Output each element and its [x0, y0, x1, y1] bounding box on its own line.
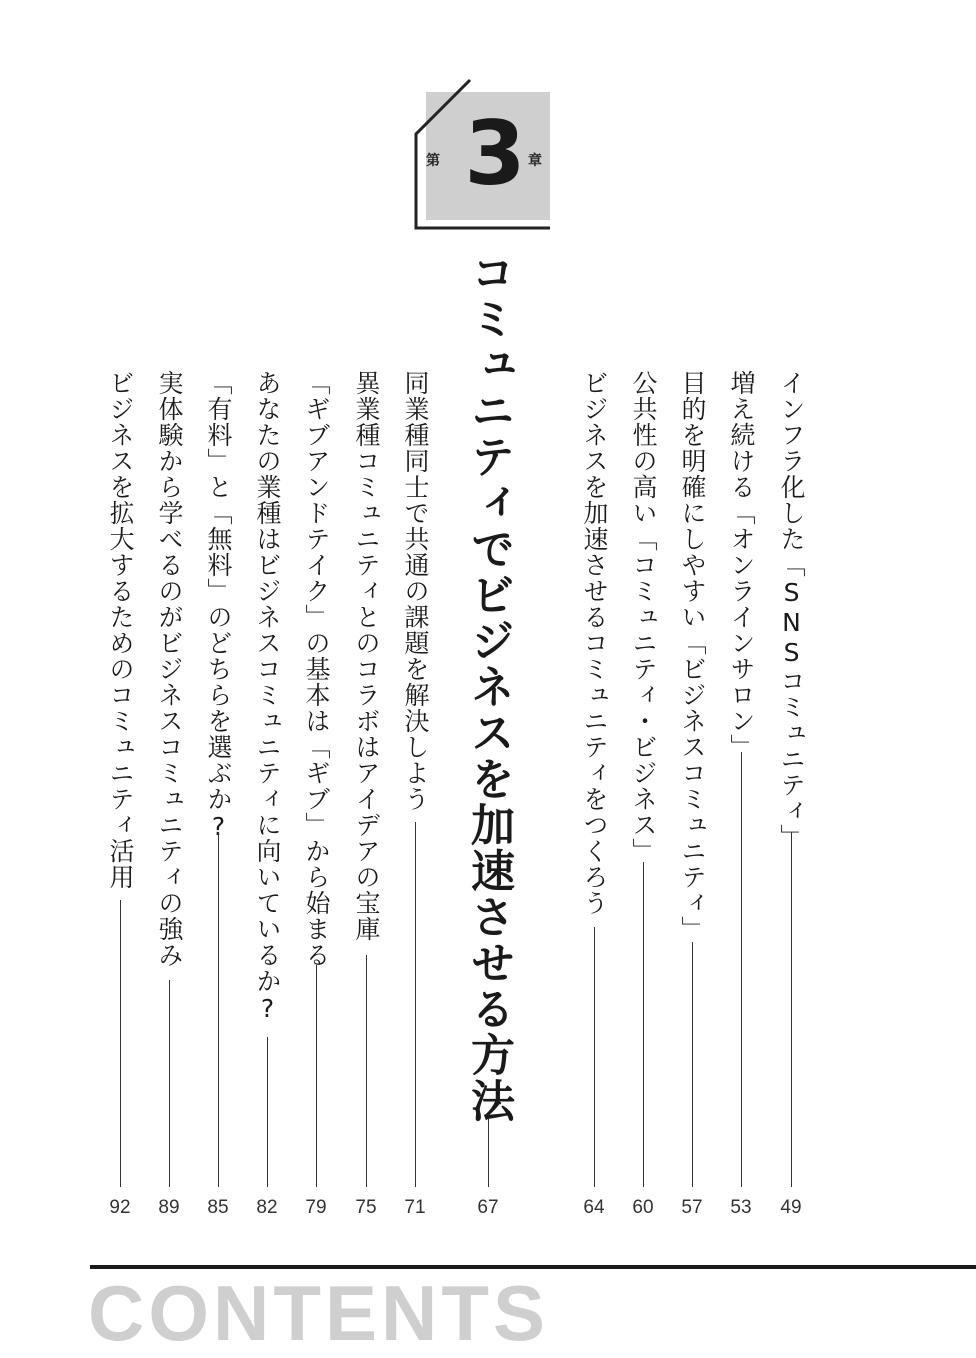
toc-entry-7[interactable]: 異業種コミュニティとのコラボはアイデアの宝庫	[352, 370, 381, 942]
chapter-badge	[412, 78, 552, 230]
chapter-number: 3	[464, 102, 526, 205]
toc-page-7: 75	[355, 1197, 377, 1218]
toc-page-2: 53	[730, 1197, 752, 1218]
toc-entry-1[interactable]: インフラ化した「SNSコミュニティ」	[777, 370, 806, 850]
chapter-title[interactable]: コミュニティでビジネスを加速させる方法	[463, 250, 514, 1124]
toc-entry-5[interactable]: ビジネスを加速させるコミュニティをつくろう	[580, 370, 609, 916]
toc-leader-9	[267, 1037, 268, 1187]
toc-entry-2[interactable]: 増え続ける「オンラインサロン」	[727, 370, 756, 760]
toc-entry-3[interactable]: 目的を明確にしやすい「ビジネスコミュニティ」	[678, 370, 707, 942]
chapter-title-page: 67	[477, 1197, 499, 1218]
toc-entry-11[interactable]: 実体験から学べるのがビジネスコミュニティの強み	[155, 370, 184, 968]
toc-page-12: 92	[109, 1197, 131, 1218]
toc-entry-10[interactable]: 「有料」と「無料」のどちらを選ぶか?	[204, 370, 233, 842]
toc-entry-9[interactable]: あなたの業種はビジネスコミュニティに向いているか?	[253, 370, 282, 1024]
toc-leader-1	[791, 832, 792, 1187]
toc-page-6: 71	[404, 1197, 426, 1218]
toc-leader-8	[316, 965, 317, 1187]
chapter-title-leader	[488, 1118, 489, 1187]
toc-leader-7	[366, 955, 367, 1187]
toc-page-11: 89	[158, 1197, 180, 1218]
toc-page-10: 85	[207, 1197, 229, 1218]
chapter-suffix: 章	[528, 153, 542, 169]
toc-page-3: 57	[681, 1197, 703, 1218]
toc-entry-4[interactable]: 公共性の高い「コミュニティ・ビジネス」	[629, 370, 658, 864]
toc-page-5: 64	[583, 1197, 605, 1218]
toc-page-4: 60	[632, 1197, 654, 1218]
contents-label: CONTENTS	[88, 1269, 549, 1357]
toc-leader-10	[218, 832, 219, 1187]
toc-leader-3	[692, 942, 693, 1187]
toc-leader-2	[741, 752, 742, 1187]
toc-page-1: 49	[780, 1197, 802, 1218]
toc-page-8: 79	[305, 1197, 327, 1218]
toc-entry-8[interactable]: 「ギブアンドテイク」の基本は「ギブ」から始まる	[302, 370, 331, 968]
chapter-prefix: 第	[426, 153, 440, 169]
toc-leader-12	[120, 900, 121, 1187]
toc-leader-5	[594, 927, 595, 1187]
toc-entry-12[interactable]: ビジネスを拡大するためのコミュニティ活用	[106, 370, 135, 890]
toc-entry-6[interactable]: 同業種同士で共通の課題を解決しよう	[401, 370, 430, 812]
toc-leader-11	[169, 980, 170, 1187]
toc-leader-4	[643, 862, 644, 1187]
toc-page-9: 82	[256, 1197, 278, 1218]
toc-leader-6	[415, 822, 416, 1187]
